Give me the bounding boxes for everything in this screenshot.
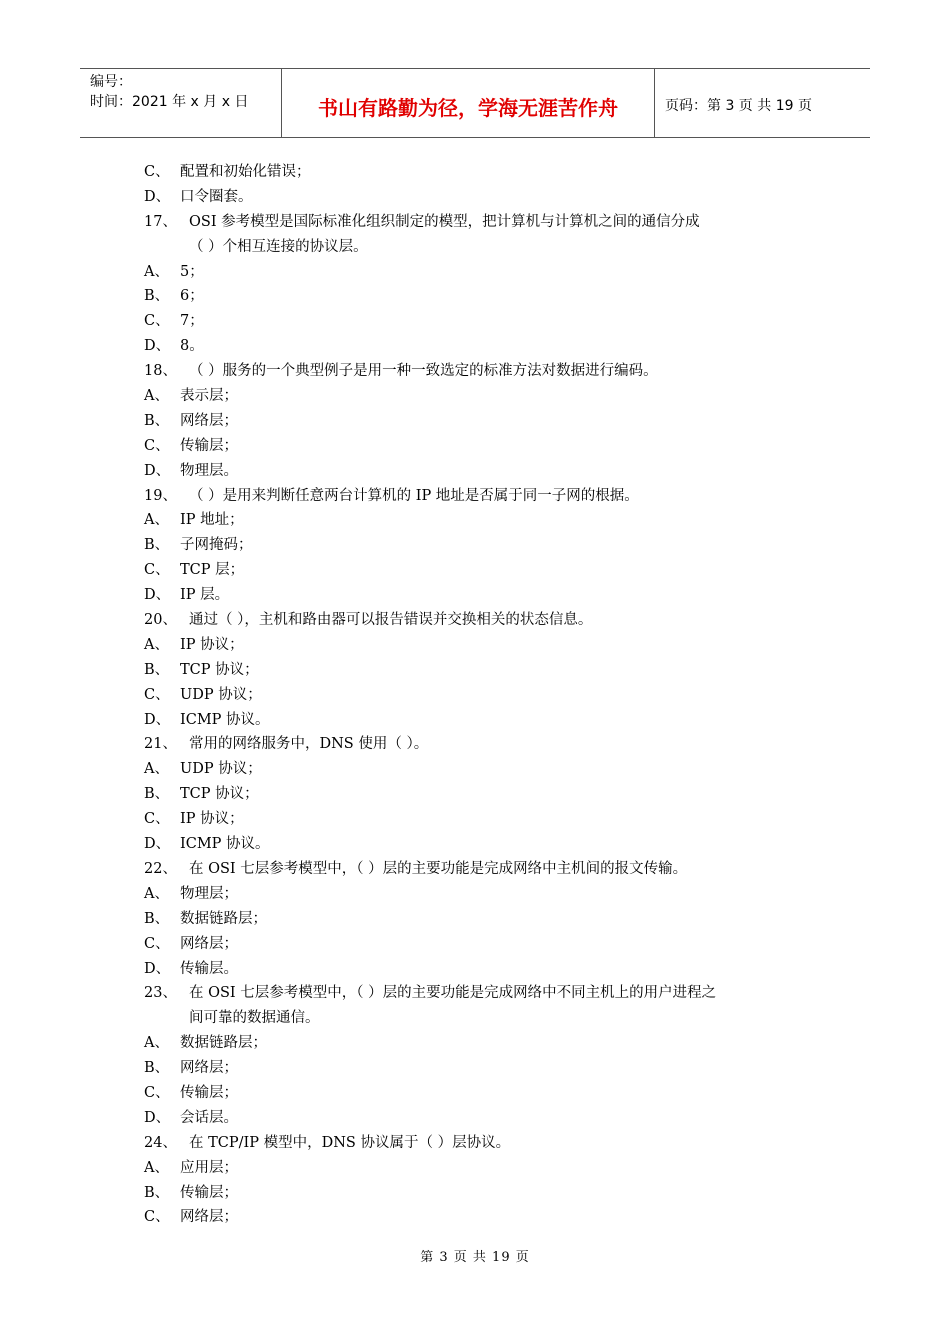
option-line (144, 1181, 824, 1206)
option-text: 6； (180, 288, 204, 305)
option-text: 子网掩码； (180, 537, 253, 554)
question-line (144, 1131, 824, 1156)
option-text: 5； (180, 263, 204, 280)
option-line (144, 708, 824, 733)
option-line (144, 160, 824, 185)
page-header (80, 68, 870, 138)
option-line (144, 1156, 824, 1181)
time-label: 时间：2021 年 x 月 x 日 (90, 94, 249, 110)
question-text: 在 OSI 七层参考模型中，（ ）层的主要功能是完成网络中不同主机上的用户进程之 (189, 985, 717, 1002)
question-number: 20、 (144, 612, 177, 629)
option-line (144, 832, 824, 857)
option-text: UDP 协议； (180, 686, 262, 703)
option-label: C、 (144, 1084, 170, 1101)
option-label: A、 (144, 885, 169, 902)
question-number: 19、 (144, 487, 177, 504)
option-line (144, 434, 824, 459)
option-label: D、 (144, 1109, 171, 1126)
option-text: 应用层； (180, 1159, 238, 1176)
option-line (144, 957, 824, 982)
option-label: A、 (144, 263, 169, 280)
option-label: C、 (144, 1209, 170, 1226)
option-label: B、 (144, 661, 170, 678)
option-line (144, 260, 824, 285)
option-text: UDP 协议； (180, 761, 262, 778)
option-text: 传输层； (180, 1084, 238, 1101)
option-line (144, 533, 824, 558)
option-text: 网络层； (180, 412, 238, 429)
header-page-info: 页码：第 3 页 共 19 页 (665, 98, 812, 114)
option-text: 口令圈套。 (180, 188, 253, 205)
option-line (144, 1081, 824, 1106)
option-label: B、 (144, 1060, 170, 1077)
option-text: TCP 层； (180, 562, 245, 579)
option-text: 表示层； (180, 388, 238, 405)
option-line (144, 807, 824, 832)
question-number: 21、 (144, 736, 177, 753)
option-label: D、 (144, 711, 171, 728)
question-text: 在 OSI 七层参考模型中，（ ）层的主要功能是完成网络中主机间的报文传输。 (189, 860, 688, 877)
option-line (144, 185, 824, 210)
option-text: 7； (180, 313, 204, 330)
option-label: A、 (144, 1159, 169, 1176)
option-label: C、 (144, 164, 170, 180)
option-text: 数据链路层； (180, 910, 267, 927)
question-text: （ ）服务的一个典型例子是用一种一致选定的标准方法对数据进行编码。 (189, 363, 658, 380)
option-line (144, 1205, 824, 1230)
option-label: C、 (144, 811, 170, 828)
option-label: A、 (144, 1035, 169, 1052)
option-label: A、 (144, 512, 169, 529)
option-line (144, 1031, 824, 1056)
option-line (144, 309, 824, 334)
option-text: 传输层； (180, 1184, 238, 1201)
option-label: A、 (144, 636, 169, 653)
option-text: IP 层。 (180, 587, 230, 604)
option-line (144, 334, 824, 359)
option-line (144, 1056, 824, 1081)
option-label: B、 (144, 910, 170, 927)
option-line (144, 882, 824, 907)
option-text: TCP 协议； (180, 786, 259, 803)
question-number: 24、 (144, 1134, 177, 1151)
question-line (144, 981, 824, 1006)
option-line (144, 1106, 824, 1131)
serial-label: 编号： (90, 74, 132, 90)
question-continuation: （ ）个相互连接的协议层。 (189, 238, 368, 255)
option-text: 网络层； (180, 1209, 238, 1226)
option-text: IP 协议； (180, 636, 244, 653)
option-text: 物理层； (180, 885, 238, 902)
option-label: C、 (144, 313, 170, 330)
option-text: ICMP 协议。 (180, 836, 270, 853)
option-label: B、 (144, 288, 170, 305)
option-line (144, 633, 824, 658)
question-line (144, 359, 824, 384)
header-meta (80, 69, 282, 137)
option-label: B、 (144, 412, 170, 429)
question-number: 22、 (144, 860, 177, 877)
option-text: IP 地址； (180, 512, 244, 529)
header-motto: 书山有路勤为径，学海无涯苦作舟 (282, 69, 655, 137)
option-label: D、 (144, 462, 171, 479)
option-line (144, 782, 824, 807)
question-list (144, 160, 824, 1230)
option-text: 会话层。 (180, 1109, 238, 1126)
question-line (144, 484, 824, 509)
option-text: TCP 协议； (180, 661, 259, 678)
option-line (144, 683, 824, 708)
option-text: 网络层； (180, 1060, 238, 1077)
option-text: IP 协议； (180, 811, 244, 828)
question-text: （ ）是用来判断任意两台计算机的 IP 地址是否属于同一子网的根据。 (189, 487, 639, 504)
option-line (144, 284, 824, 309)
option-line (144, 907, 824, 932)
question-line (144, 210, 824, 235)
option-text: 数据链路层； (180, 1035, 267, 1052)
option-label: C、 (144, 562, 170, 579)
option-label: D、 (144, 960, 171, 977)
option-line (144, 384, 824, 409)
question-number: 17、 (144, 213, 177, 230)
option-line (144, 409, 824, 434)
option-text: 网络层； (180, 935, 238, 952)
option-label: D、 (144, 338, 171, 355)
option-label: C、 (144, 437, 170, 454)
page-footer: 第 3 页 共 19 页 (420, 1250, 530, 1265)
question-continuation: 间可靠的数据通信。 (189, 1010, 320, 1027)
question-line (144, 608, 824, 633)
option-line (144, 558, 824, 583)
option-line (144, 757, 824, 782)
option-label: D、 (144, 188, 171, 205)
question-number: 23、 (144, 985, 177, 1002)
option-label: B、 (144, 1184, 170, 1201)
option-label: B、 (144, 537, 170, 554)
option-line (144, 459, 824, 484)
option-text: 配置和初始化错误； (180, 164, 311, 180)
option-label: D、 (144, 836, 171, 853)
option-line (144, 658, 824, 683)
option-text: 传输层。 (180, 960, 238, 977)
option-label: B、 (144, 786, 170, 803)
option-label: A、 (144, 761, 169, 778)
question-text: 通过（ ），主机和路由器可以报告错误并交换相关的状态信息。 (189, 612, 593, 629)
option-line (144, 583, 824, 608)
question-line (144, 732, 824, 757)
option-label: C、 (144, 686, 170, 703)
option-label: A、 (144, 388, 169, 405)
question-text: 常用的网络服务中，DNS 使用（ ）。 (189, 736, 429, 753)
option-text: 物理层。 (180, 462, 238, 479)
option-text: 8。 (180, 338, 204, 355)
option-label: C、 (144, 935, 170, 952)
option-text: 传输层； (180, 437, 238, 454)
question-text: 在 TCP/IP 模型中，DNS 协议属于（ ）层协议。 (189, 1134, 511, 1151)
option-label: D、 (144, 587, 171, 604)
option-line (144, 932, 824, 957)
question-number: 18、 (144, 363, 177, 380)
option-line (144, 508, 824, 533)
option-text: ICMP 协议。 (180, 711, 270, 728)
question-line (144, 857, 824, 882)
question-text: OSI 参考模型是国际标准化组织制定的模型，把计算机与计算机之间的通信分成 (189, 213, 700, 230)
